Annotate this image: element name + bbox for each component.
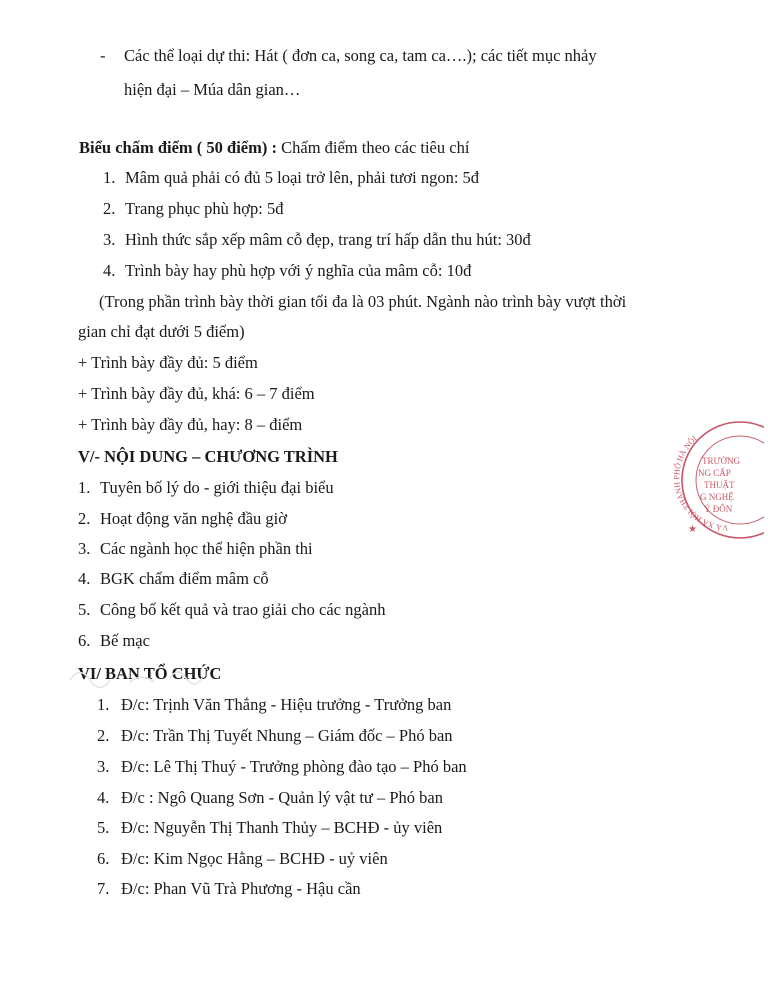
committee-item: 1. Đ/c: Trịnh Văn Thắng - Hiệu trưởng - Trưởng ban (97, 695, 452, 714)
scoring-item: 1. Mâm quả phải có đủ 5 loại trở lên, phải tươi ngon: 5đ (103, 168, 480, 187)
program-item: 3. Các ngành học thể hiện phần thi (78, 539, 313, 558)
section-5-heading: V/- NỘI DUNG – CHƯƠNG TRÌNH (78, 447, 338, 466)
svg-text:TRƯỜNG: TRƯỜNG (702, 456, 740, 466)
scoring-heading-rest: Chấm điểm theo các tiêu chí (276, 138, 470, 157)
intro-bullet: - (100, 46, 106, 65)
section-6-heading: VI/ BAN TỔ CHỨC (78, 664, 222, 683)
svg-text:Ý ĐÔN: Ý ĐÔN (704, 504, 733, 514)
scoring-note-1: (Trong phần trình bày thời gian tối đa là 03 phút. Ngành nào trình bày vượt thời (99, 292, 627, 311)
program-item: 5. Công bố kết quả và trao giải cho các ngành (78, 600, 386, 619)
svg-text:THUẬT: THUẬT (704, 480, 735, 490)
scoring-level: + Trình bày đầy đủ, hay: 8 – điểm (78, 415, 303, 434)
scoring-heading-bold: Biểu chấm điểm ( 50 điểm) : (79, 138, 277, 157)
committee-item: 6. Đ/c: Kim Ngọc Hằng – BCHĐ - uỷ viên (97, 849, 388, 868)
program-item: 4. BGK chấm điểm mâm cỗ (78, 569, 269, 588)
svg-text:G NGHỆ: G NGHỆ (700, 492, 734, 502)
scoring-level: + Trình bày đầy đủ, khá: 6 – 7 điểm (78, 384, 315, 403)
committee-item: 7. Đ/c: Phan Vũ Trà Phương - Hậu cần (97, 879, 361, 898)
bleed-through-marks (40, 640, 280, 700)
svg-text:NG CẤP: NG CẤP (698, 468, 731, 478)
official-stamp (668, 420, 764, 540)
intro-line-2: hiện đại – Múa dân gian… (124, 80, 301, 99)
committee-item: 3. Đ/c: Lê Thị Thuý - Trưởng phòng đào tạo – Phó ban (97, 757, 467, 776)
program-item: 2. Hoạt động văn nghệ đầu giờ (78, 509, 287, 528)
stamp-ring-text: VÀ XÃ HỘI THÀNH PHỐ HÀ NỘI (672, 434, 729, 533)
program-item: 6. Bế mạc (78, 631, 150, 650)
program-item: 1. Tuyên bố lý do - giới thiệu đại biểu (78, 478, 334, 497)
scoring-item: 4. Trình bày hay phù hợp với ý nghĩa của mâm cỗ: 10đ (103, 261, 472, 280)
scoring-heading (79, 137, 469, 159)
scoring-level: + Trình bày đầy đủ: 5 điểm (78, 353, 258, 372)
committee-item: 2. Đ/c: Trần Thị Tuyết Nhung – Giám đốc – Phó ban (97, 726, 453, 745)
intro-line-1: Các thể loại dự thi: Hát ( đơn ca, song ca, tam ca….); các tiết mục nhảy (124, 46, 597, 65)
svg-text:★: ★ (688, 524, 697, 535)
scoring-note-2: gian chỉ đạt dưới 5 điểm) (78, 322, 245, 341)
committee-item: 4. Đ/c : Ngô Quang Sơn - Quản lý vật tư – Phó ban (97, 788, 443, 807)
scoring-item: 2. Trang phục phù hợp: 5đ (103, 199, 284, 218)
scoring-item: 3. Hình thức sắp xếp mâm cỗ đẹp, trang trí hấp dẫn thu hút: 30đ (103, 230, 531, 249)
committee-item: 5. Đ/c: Nguyễn Thị Thanh Thủy – BCHĐ - ủy viên (97, 818, 443, 837)
